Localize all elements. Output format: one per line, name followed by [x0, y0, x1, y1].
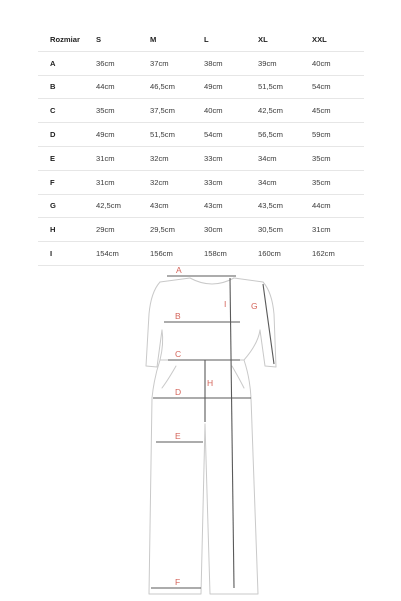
cell-value: 54cm: [204, 123, 258, 147]
right-hip: [244, 360, 251, 398]
left-shoulder: [160, 278, 190, 282]
cell-value: 38cm: [204, 51, 258, 75]
cell-value: 30,5cm: [258, 218, 312, 242]
cell-value: 35cm: [312, 170, 364, 194]
row-label: C: [38, 99, 96, 123]
cell-value: 32cm: [150, 146, 204, 170]
cell-value: 49cm: [204, 75, 258, 99]
cell-value: 36cm: [96, 51, 150, 75]
header-s: S: [96, 28, 150, 51]
table-row: [38, 218, 364, 242]
cell-value: 34cm: [258, 146, 312, 170]
jumpsuit-outline: [146, 278, 276, 594]
measurement-lines: [151, 276, 274, 588]
cell-value: 31cm: [96, 170, 150, 194]
cell-value: 34cm: [258, 170, 312, 194]
cell-value: 30cm: [204, 218, 258, 242]
label-i: I: [224, 299, 227, 309]
table-row: [38, 123, 364, 147]
cell-value: 49cm: [96, 123, 150, 147]
row-label: G: [38, 194, 96, 218]
left-leg: [149, 398, 205, 594]
neckline: [190, 278, 234, 284]
table-row: [38, 75, 364, 99]
cell-value: 44cm: [312, 194, 364, 218]
cell-value: 158cm: [204, 242, 258, 266]
label-g: G: [251, 301, 258, 311]
cell-value: 54cm: [312, 75, 364, 99]
row-label: D: [38, 123, 96, 147]
cell-value: 44cm: [96, 75, 150, 99]
header-l: L: [204, 28, 258, 51]
cell-value: 160cm: [258, 242, 312, 266]
cell-value: 162cm: [312, 242, 364, 266]
cell-value: 29,5cm: [150, 218, 204, 242]
cell-value: 42,5cm: [258, 99, 312, 123]
label-h: H: [207, 378, 214, 388]
cell-value: 32cm: [150, 170, 204, 194]
cell-value: 31cm: [312, 218, 364, 242]
cell-value: 45cm: [312, 99, 364, 123]
cell-value: 29cm: [96, 218, 150, 242]
cell-value: 37cm: [150, 51, 204, 75]
measure-line-g: [263, 284, 274, 364]
row-label: E: [38, 146, 96, 170]
jumpsuit-sketch: [0, 256, 401, 601]
label-e: E: [175, 431, 181, 441]
cell-value: 43cm: [204, 194, 258, 218]
header-xl: XL: [258, 28, 312, 51]
cell-value: 59cm: [312, 123, 364, 147]
cell-value: 43,5cm: [258, 194, 312, 218]
header-size: Rozmiar: [38, 28, 96, 51]
cell-value: 46,5cm: [150, 75, 204, 99]
cell-value: 33cm: [204, 170, 258, 194]
label-f: F: [175, 577, 181, 587]
row-label: B: [38, 75, 96, 99]
table-row: [38, 51, 364, 75]
label-c: C: [175, 349, 182, 359]
size-chart-table: [38, 28, 364, 266]
table-row: [38, 170, 364, 194]
left-pocket: [162, 366, 176, 388]
cell-value: 154cm: [96, 242, 150, 266]
row-label: H: [38, 218, 96, 242]
cell-value: 43cm: [150, 194, 204, 218]
table-header-row: [38, 28, 364, 51]
cell-value: 42,5cm: [96, 194, 150, 218]
row-label: F: [38, 170, 96, 194]
table-row: [38, 146, 364, 170]
table-row: [38, 194, 364, 218]
row-label: A: [38, 51, 96, 75]
header-m: M: [150, 28, 204, 51]
label-b: B: [175, 311, 181, 321]
garment-measurement-diagram: [0, 256, 401, 601]
cell-value: 33cm: [204, 146, 258, 170]
cell-value: 156cm: [150, 242, 204, 266]
label-d: D: [175, 387, 182, 397]
cell-value: 51,5cm: [150, 123, 204, 147]
cell-value: 56,5cm: [258, 123, 312, 147]
cell-value: 35cm: [312, 146, 364, 170]
cell-value: 40cm: [204, 99, 258, 123]
measure-line-i: [230, 278, 234, 588]
cell-value: 39cm: [258, 51, 312, 75]
label-a: A: [176, 265, 182, 275]
cell-value: 31cm: [96, 146, 150, 170]
left-sleeve: [146, 282, 162, 367]
row-label: I: [38, 242, 96, 266]
cell-value: 37,5cm: [150, 99, 204, 123]
right-shoulder: [234, 278, 263, 282]
cell-value: 40cm: [312, 51, 364, 75]
right-pocket: [232, 366, 244, 388]
right-sleeve: [260, 282, 276, 367]
measurement-letters: [175, 265, 258, 587]
cell-value: 51,5cm: [258, 75, 312, 99]
cell-value: 35cm: [96, 99, 150, 123]
left-hip: [152, 360, 160, 398]
header-xxl: XXL: [312, 28, 364, 51]
right-bodice-side: [244, 330, 260, 360]
table-row: [38, 99, 364, 123]
